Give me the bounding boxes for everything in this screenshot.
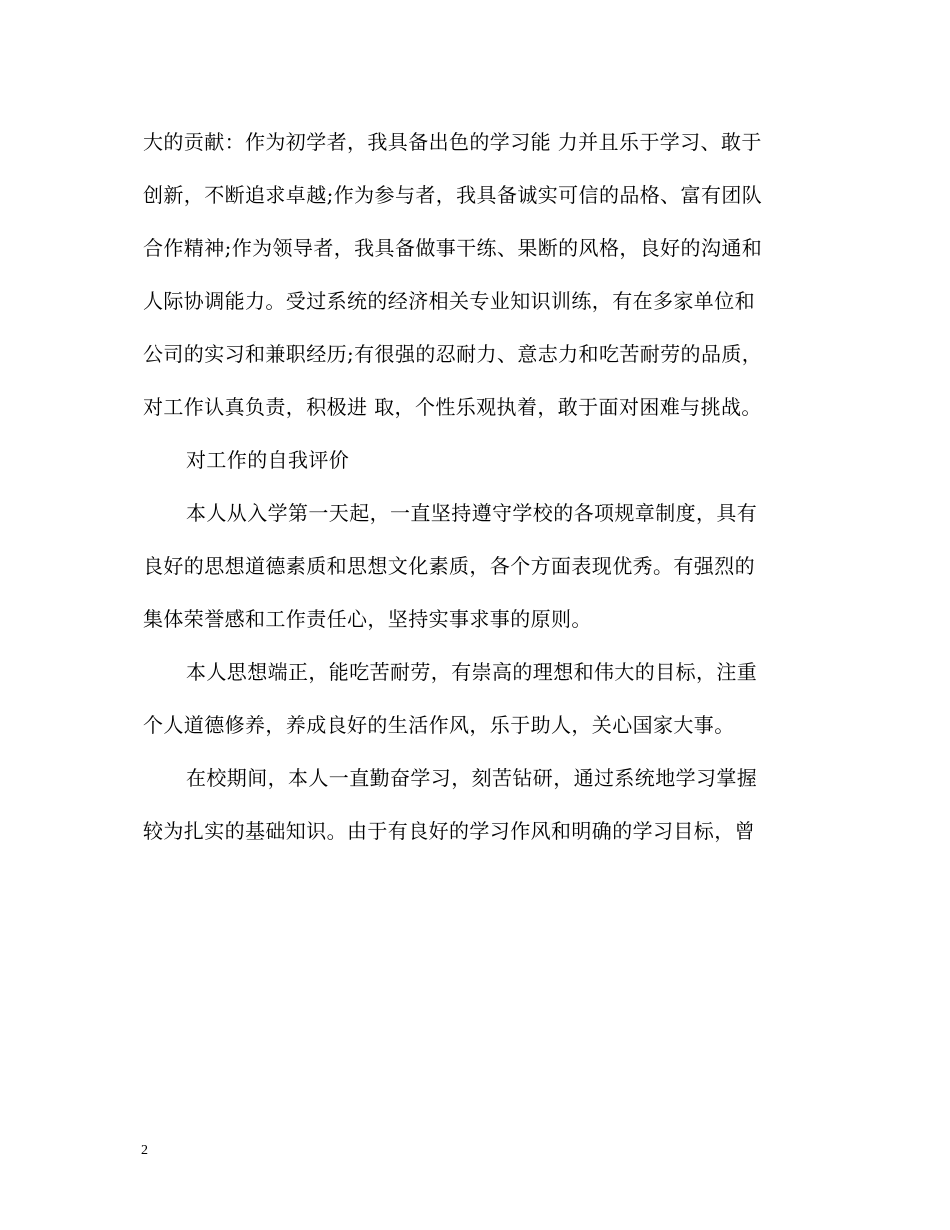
text-line: 较为扎实的基础知识。由于有良好的学习作风和明确的学习目标，曾 [143,819,755,843]
page-number: 2 [141,1143,148,1158]
text-line: 合作精神;作为领导者，我具备做事干练、果断的风格，良好的沟通和 [143,236,763,260]
text-line: 在校期间，本人一直勤奋学习，刻苦钻研，通过系统地学习掌握 [186,766,758,790]
text-line: 公司的实习和兼职经历;有很强的忍耐力、意志力和吃苦耐劳的品质， [143,342,763,366]
text-line: 良好的思想道德素质和思想文化素质，各个方面表现优秀。有强烈的 [143,554,755,578]
text-line: 人际协调能力。受过系统的经济相关专业知识训练，有在多家单位和 [143,289,755,313]
text-line: 大的贡献：作为初学者，我具备出色的学习能 力并且乐于学习、敢于 [143,130,762,154]
text-line: 本人思想端正，能吃苦耐劳，有崇高的理想和伟大的目标，注重 [186,660,758,684]
text-line: 个人道德修养，养成良好的生活作风，乐于助人，关心国家大事。 [143,713,735,737]
text-line: 对工作认真负责，积极进 取，个性乐观执着，敢于面对困难与挑战。 [143,395,762,419]
section-heading: 对工作的自我评价 [186,448,350,472]
text-line: 创新，不断追求卓越;作为参与者，我具备诚实可信的品格、富有团队 [143,183,763,207]
text-line: 本人从入学第一天起，一直坚持遵守学校的各项规章制度，具有 [186,501,758,525]
text-line: 集体荣誉感和工作责任心，坚持实事求事的原则。 [143,607,592,631]
